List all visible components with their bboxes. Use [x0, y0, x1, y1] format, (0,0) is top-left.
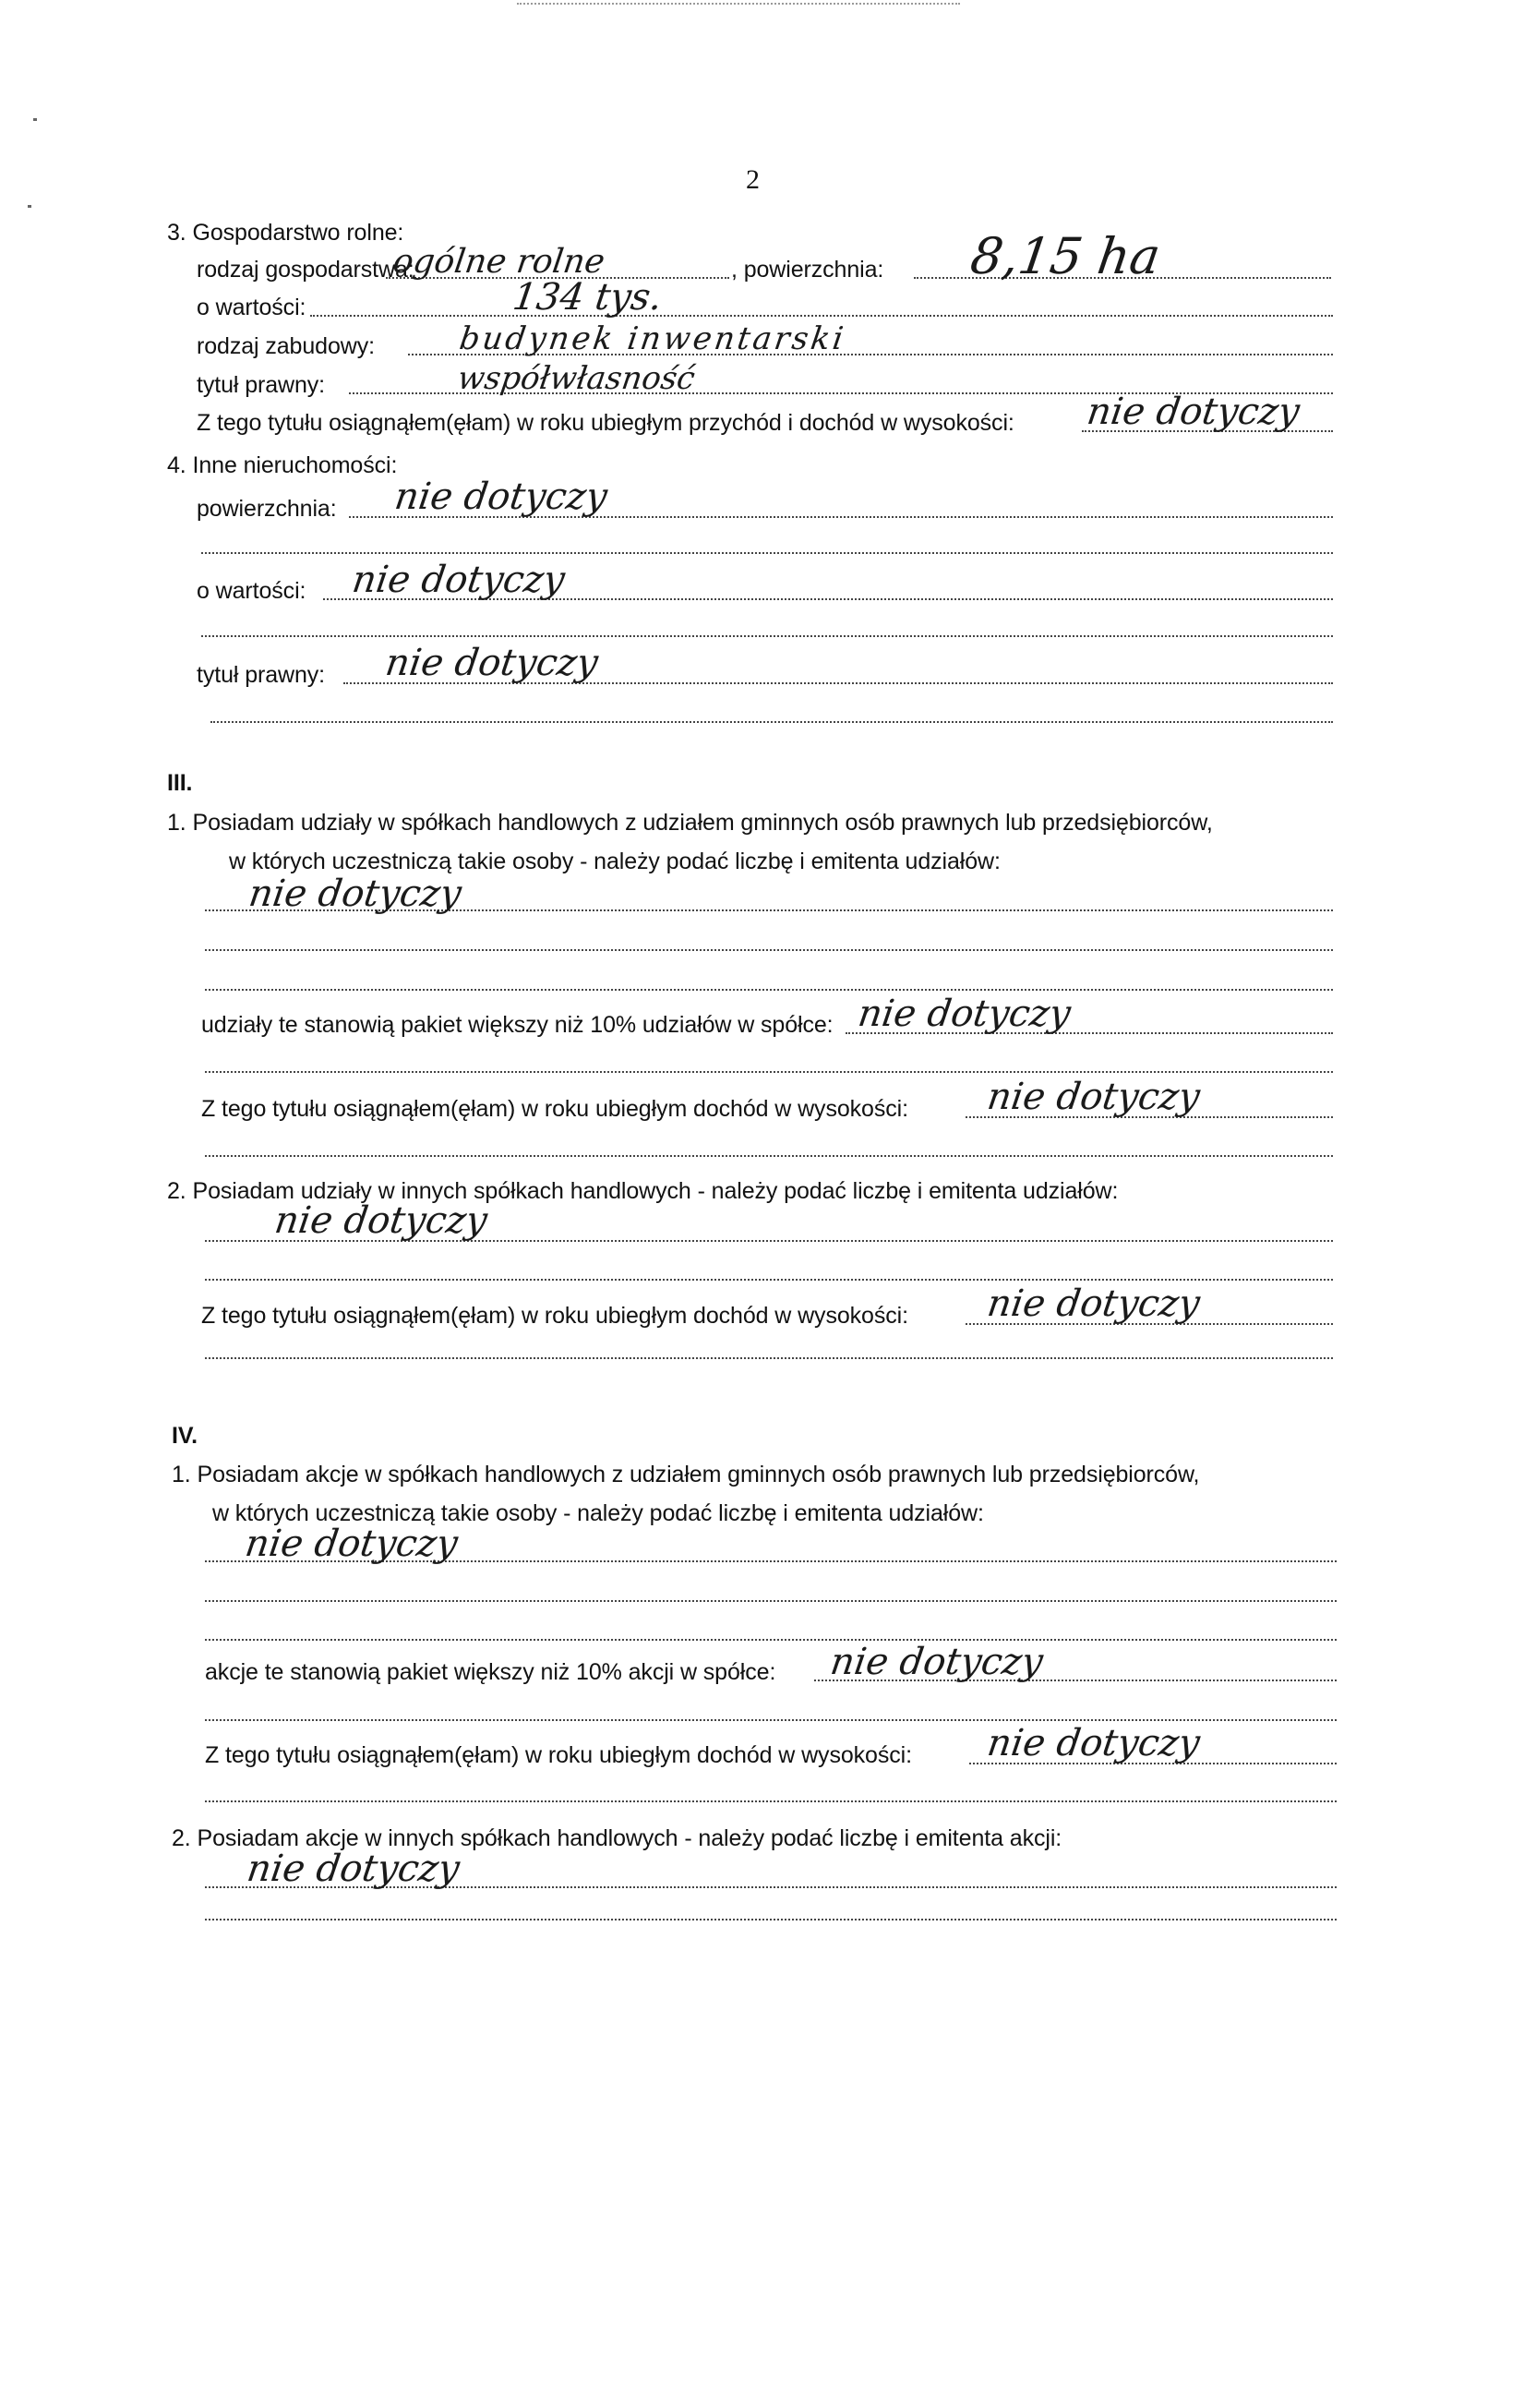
farm-buildings-label: rodzaj zabudowy: — [197, 333, 375, 359]
dotted-line — [205, 949, 1333, 951]
dotted-line — [205, 1279, 1333, 1281]
iii-income1-value: nie dotyczy — [984, 1076, 1203, 1118]
iv-item1-value: nie dotyczy — [242, 1523, 461, 1565]
other-property-heading: 4. Inne nieruchomości: — [167, 452, 398, 478]
iv-income1-value: nie dotyczy — [984, 1722, 1203, 1764]
iii-item1-line1: 1. Posiadam udziały w spółkach handlowych z udziałem gminnych osób prawnych lub przedsiębiorców, — [167, 810, 1213, 836]
iii-package-value: nie dotyczy — [855, 993, 1074, 1035]
section-iii-heading: III. — [167, 770, 193, 796]
other-title-value: nie dotyczy — [382, 642, 601, 684]
dotted-line — [205, 1719, 1337, 1721]
other-value-value: nie dotyczy — [349, 559, 568, 601]
farm-type-value: ogólne rolne — [390, 243, 607, 281]
dotted-line — [201, 552, 1333, 554]
dotted-line — [205, 1800, 1337, 1802]
dotted-line — [205, 1357, 1333, 1359]
farm-buildings-value: budynek inwentarski — [457, 320, 848, 357]
iii-item1-line2: w których uczestniczą takie osoby - należy podać liczbę i emitenta udziałów: — [229, 849, 1001, 874]
page-number: 2 — [746, 164, 760, 195]
farm-title-label: tytuł prawny: — [197, 372, 326, 398]
scan-speck — [33, 118, 37, 121]
iii-package-label: udziały te stanowią pakiet większy niż 10% udziałów w spółce: — [201, 1012, 834, 1038]
farm-type-label: rodzaj gospodarstwa: — [197, 257, 414, 283]
scan-artifact-top — [517, 0, 960, 5]
farm-area-value: 8,15 ha — [966, 227, 1164, 285]
iii-item2-value: nie dotyczy — [271, 1199, 490, 1242]
iv-item2-line1: 2. Posiadam akcje w innych spółkach handlowych - należy podać liczbę i emitenta akcji: — [172, 1825, 1062, 1851]
farm-area-label: , powierzchnia: — [731, 257, 884, 283]
iv-income1-label: Z tego tytułu osiągnąłem(ęłam) w roku ubiegłym dochód w wysokości: — [205, 1742, 912, 1768]
iv-item1-line2: w których uczestniczą takie osoby - należy podać liczbę i emitenta udziałów: — [212, 1500, 984, 1526]
dotted-line — [310, 315, 1333, 317]
dotted-line — [205, 1919, 1337, 1920]
iii-income1-label: Z tego tytułu osiągnąłem(ęłam) w roku ubiegłym dochód w wysokości: — [201, 1096, 908, 1122]
farm-title-value: współwłasność — [455, 360, 698, 397]
dotted-line — [205, 1155, 1333, 1157]
dotted-line — [210, 721, 1333, 723]
other-title-label: tytuł prawny: — [197, 662, 326, 688]
iii-income2-label: Z tego tytułu osiągnąłem(ęłam) w roku ubiegłym dochód w wysokości: — [201, 1303, 908, 1329]
iv-item2-value: nie dotyczy — [244, 1848, 462, 1890]
other-area-label: powierzchnia: — [197, 496, 337, 522]
farm-value-label: o wartości: — [197, 295, 306, 320]
dotted-line — [205, 1639, 1337, 1641]
scan-speck — [28, 205, 31, 208]
farm-value-value: 134 tys. — [510, 276, 666, 319]
other-value-label: o wartości: — [197, 578, 306, 604]
iii-income2-value: nie dotyczy — [984, 1282, 1203, 1325]
iv-item1-line1: 1. Posiadam akcje w spółkach handlowych z udziałem gminnych osób prawnych lub przedsiębiorców, — [172, 1462, 1200, 1487]
dotted-line — [201, 635, 1333, 637]
farm-heading: 3. Gospodarstwo rolne: — [167, 220, 404, 246]
iv-package-value: nie dotyczy — [827, 1641, 1046, 1683]
iv-package-label: akcje te stanowią pakiet większy niż 10% akcji w spółce: — [205, 1659, 776, 1685]
dotted-line — [205, 1071, 1333, 1073]
farm-income-value: nie dotyczy — [1084, 391, 1302, 433]
section-iv-heading: IV. — [172, 1423, 198, 1449]
farm-income-label: Z tego tytułu osiągnąłem(ęłam) w roku ubiegłym przychód i dochód w wysokości: — [197, 410, 1014, 436]
dotted-line — [205, 989, 1333, 991]
other-area-value: nie dotyczy — [391, 476, 610, 518]
iii-item2-line1: 2. Posiadam udziały w innych spółkach handlowych - należy podać liczbę i emitenta udziałów: — [167, 1178, 1119, 1204]
iii-item1-value: nie dotyczy — [246, 873, 464, 915]
dotted-line — [205, 1600, 1337, 1602]
